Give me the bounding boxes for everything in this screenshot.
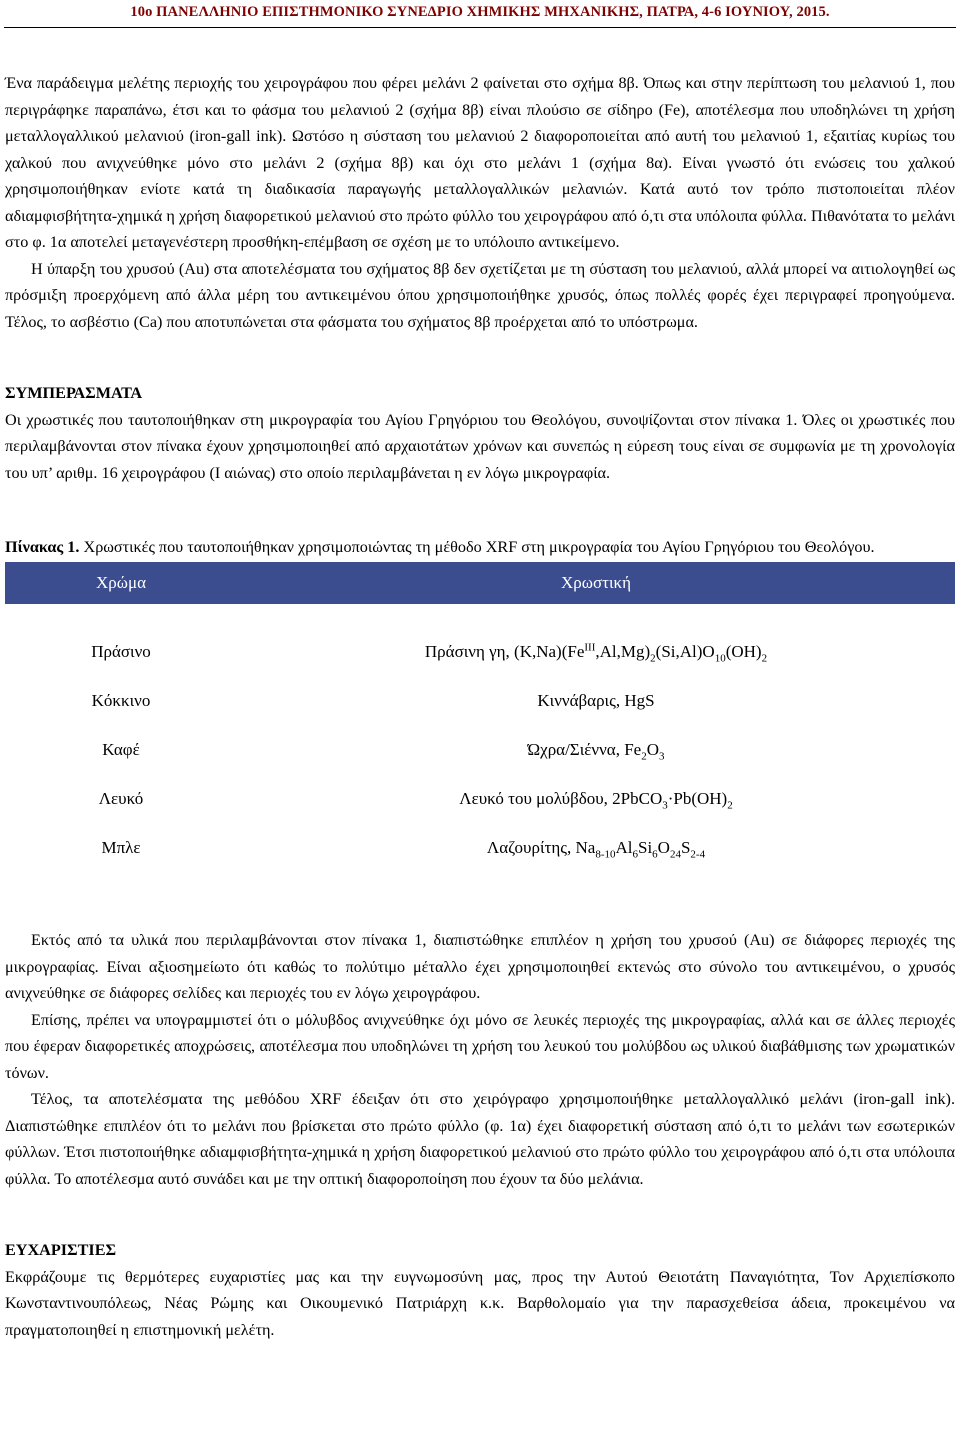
conference-header: 10ο ΠΑΝΕΛΛΗΝΙΟ ΕΠΙΣΤΗΜΟΝΙΚΟ ΣΥΝΕΔΡΙΟ ΧΗΜΙΚΗΣ ΜΗΧΑΝΙΚΗΣ, ΠΑΤΡΑ, 4-6 ΙΟΥΝΙΟΥ, 2015. — [130, 4, 830, 20]
table-caption — [5, 534, 955, 560]
table-row — [5, 677, 955, 726]
cell-pigment: Κιννάβαρις, HgS — [537, 691, 655, 711]
table-row — [5, 628, 955, 677]
paragraph-xrf-ink: Τέλος, τα αποτελέσματα της μεθόδου XRF έδειξαν ότι στο χειρόγραφο χρησιμοποιήθηκε μεταλλογαλλικό μελάνι (iron-gall ink). Διαπιστώθηκε επιπλέον ότι το μελάνι που βρίσκεται στο πρώτο φύλλο (φ. 1α) έχει διαφορετική σύσταση από ό,τι το μελάνι των εσωτερικών φύλλων. Έτσι πιστοποιήθηκε αδιαμφισβήτητα-χημικά η χρήση διαφορετικού μελανιού στο πρώτο φύλλο του χειρογράφου από ό,τι στα υπόλοιπα φύλλα. Το αποτέλεσμα αυτό συνάδει και με την οπτική διαφοροποίηση που έχουν τα δύο μελάνια. — [5, 1090, 955, 1188]
cell-color: Λευκό — [98, 789, 144, 809]
cell-pigment: Λευκό του μολύβδου, $2PbCO_3\cdot Pb(OH)_2$ — [459, 789, 733, 812]
acknowledgements-heading: ΕΥΧΑΡΙΣΤΙΕΣ — [5, 1241, 117, 1259]
cell-color: Πράσινο — [91, 642, 151, 662]
page-content — [5, 70, 955, 1343]
table-caption-label: Πίνακας 1. — [5, 538, 80, 556]
cell-pigment: Πράσινη γη, $(K,Na)(Fe^{III},Al,Mg)_2(Si,Al)O_{10}(OH)_2$ — [424, 641, 768, 665]
table-row — [5, 775, 955, 824]
paragraph-gold: Η ύπαρξη του χρυσού (Au) στα αποτελέσματα του σχήματος 8β δεν σχετίζεται με τη σύσταση του μελανιού, αλλά μπορεί να αιτιολογηθεί ως πρόσμιξη προερχόμενη από άλλα μέρη του αντικειμένου όπου χρησιμοποιήθηκε χρυσός, όπως πολλές φορές έχει περιγραφεί προηγούμενα. Τέλος, το ασβέστιο (Ca) που αποτυπώνεται στα φάσματα του σχήματος 8β προέρχεται από το υπόστρωμα. — [5, 259, 955, 331]
conclusions-heading: ΣΥΜΠΕΡΑΣΜΑΤΑ — [5, 384, 143, 402]
column-header-pigment: Χρωστική — [237, 562, 955, 604]
pigment-table — [5, 562, 955, 873]
paragraph-gold-usage: Εκτός από τα υλικά που περιλαμβάνονται στον πίνακα 1, διαπιστώθηκε επιπλέον η χρήση του χρυσού (Au) σε διάφορες περιοχές της μικρογραφίας. Είναι αξιοσημείωτο ότι καθώς το πολύτιμο μέταλλο έχει χρησιμοποιηθεί εκτενώς στο σύνολο του αντικειμένου, ο χρυσός ανιχνεύθηκε σε διάφορες σελίδες και περιοχές του εν λόγω χειρογράφου. — [5, 931, 955, 1002]
acknowledgements-text: Εκφράζουμε τις θερμότερες ευχαριστίες μας και την ευγνωμοσύνη μας, προς την Αυτού Θειοτάτη Παναγιότητα, Τον Αρχιεπίσκοπο Κωνσταντινουπόλεως, Νέας Ρώμης και Οικουμενικό Πατριάρχη κ.κ. Βαρθολομαίο για την παρασχεθείσα άδεια, προκειμένου να πραγματοποιηθεί η επιστημονική μελέτη. — [5, 1267, 955, 1339]
cell-color: Κόκκινο — [91, 691, 151, 711]
cell-color: Μπλε — [101, 838, 141, 858]
conclusions-text: Οι χρωστικές που ταυτοποιήθηκαν στη μικρογραφία του Αγίου Γρηγόριου του Θεολόγου, συνοψίζονται στον πίνακα 1. Όλες οι χρωστικές που περιλαμβάνονται στον πίνακα έχουν χρησιμοποιηθεί από αρχαιοτάτων χρόνων και συνεπώς η εύρεση τους είναι σε συμφωνία με τη χρονολογία του υπ’ αριθμ. 16 χειρογράφου (Ι αιώνας) στο οποίο περιλαμβάνεται η εν λόγω μικρογραφία. — [5, 410, 955, 482]
table-row — [5, 726, 955, 775]
column-header-color: Χρώμα — [5, 562, 237, 604]
paragraph-ink-2: Ένα παράδειγμα μελέτης περιοχής του χειρογράφου που φέρει μελάνι 2 φαίνεται στο σχήμα 8β. Όπως και στην περίπτωση του μελανιού 1, που περιγράφηκε παραπάνω, έτσι και το φάσμα του μελανιού 2 (σχήμα 8β) είναι πλούσιο σε σίδηρο (Fe), αποτέλεσμα που υποδηλώνει τη χρήση μεταλλογαλλικού μελανιού (iron-gall ink). Ωστόσο η σύσταση του μελανιού 2 διαφοροποιείται από αυτή του μελανιού 1, εξαιτίας κυρίως του χαλκού που ανιχνεύθηκε μόνο στο μελάνι 2 (σχήμα 8β) και όχι στο μελάνι 1 (σχήμα 8α). Είναι γνωστό ότι ενώσεις του χαλκού χρησιμοποιήθηκαν ενίοτε κατά τη διαδικασία παραγωγής μεταλλογαλλικών μελανιών. Κατά αυτό τον τρόπο πιστοποιείται πλέον αδιαμφισβήτητα-χημικά η χρήση διαφορετικού μελανιού στο πρώτο φύλλο του χειρογράφου από ό,τι στα υπόλοιπα φύλλα. Πιθανότατα το μελάνι στο φ. 1α αποτελεί μεταγενέστερη προσθήκη-επέμβαση σε σχέση με το υπόλοιπο αντικείμενο. — [5, 74, 955, 251]
header-rule — [4, 27, 956, 28]
paragraph-lead: Επίσης, πρέπει να υπογραμμιστεί ότι ο μόλυβδος ανιχνεύθηκε όχι μόνο σε λευκές περιοχές της μικρογραφίας, αλλά και σε άλλες περιοχές που έφεραν διαφορετικές αποχρώσεις, αποτέλεσμα που υποδηλώνει τη χρήση του λευκού του μολύβδου ως υλικού διαβάθμισης των χρωματικών τόνων. — [5, 1010, 955, 1082]
cell-pigment: Λαζουρίτης, $Na_{8-10}Al_6Si_6O_{24}S_{2-4}$ — [486, 838, 706, 861]
table-row — [5, 824, 955, 873]
table-caption-text: Χρωστικές που ταυτοποιήθηκαν χρησιμοποιώντας τη μέθοδο XRF στη μικρογραφία του Αγίου Γρηγόριου του Θεολόγου. — [79, 538, 875, 556]
cell-pigment: Ώχρα/Σιέννα, $Fe_2O_3$ — [527, 740, 665, 763]
cell-color: Καφέ — [102, 740, 140, 760]
